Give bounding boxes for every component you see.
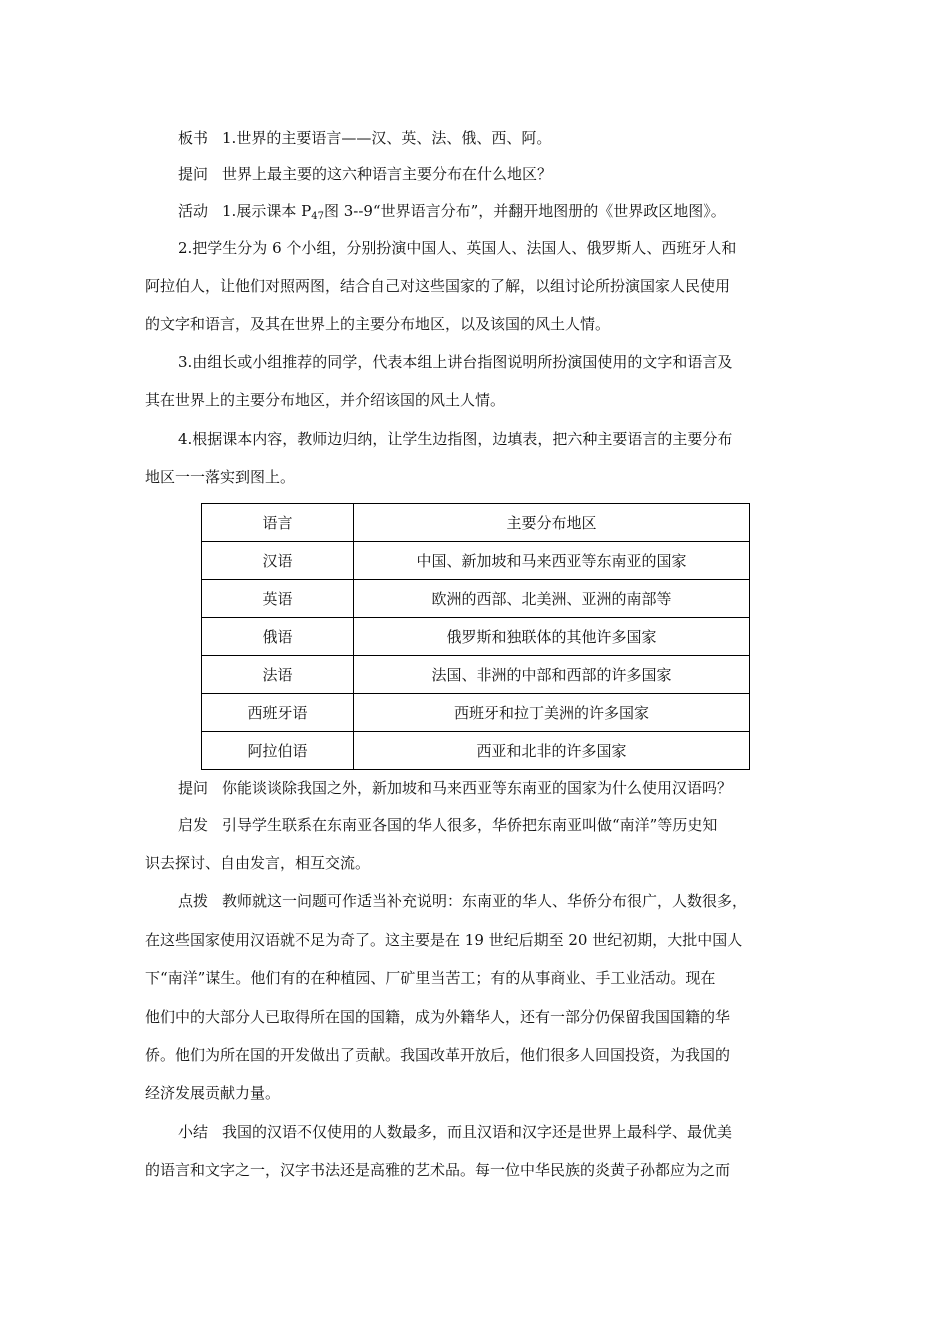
- table-row: [202, 580, 750, 618]
- paragraph-summary: [178, 1122, 732, 1142]
- table-cell-language: 法语: [202, 656, 354, 694]
- paragraph-board-writing: [178, 128, 551, 148]
- table-row: [202, 732, 750, 770]
- paragraph-line: 侨。他们为所在国的开发做出了贡献。我国改革开放后，他们很多人回国投资，为我国的: [145, 1046, 731, 1064]
- table-row: [202, 656, 750, 694]
- paragraph-text: 世界上最主要的这六种语言主要分布在什么地区？: [222, 165, 553, 183]
- paragraph-line: 识去探讨、自由发言，相互交流。: [145, 854, 371, 872]
- section-tag: 点拨: [178, 892, 209, 910]
- paragraph-line: 地区一一落实到图上。: [145, 468, 296, 486]
- table-row: [202, 694, 750, 732]
- page-subscript: 47: [311, 211, 324, 222]
- paragraph-line: 3.由组长或小组推荐的同学，代表本组上讲台指图说明所扮演国使用的文字和语言及: [178, 353, 733, 371]
- table-cell-region: 西班牙和拉丁美洲的许多国家: [354, 694, 750, 732]
- paragraph-line: 经济发展贡献力量。: [145, 1084, 281, 1102]
- paragraph-question: [178, 778, 732, 798]
- paragraph-text: 1.展示课本 P: [222, 202, 312, 220]
- paragraph-activity: [178, 201, 726, 227]
- table-cell-region: 俄罗斯和独联体的其他许多国家: [354, 618, 750, 656]
- section-tag: 启发: [178, 816, 209, 834]
- paragraph-text: 我国的汉语不仅使用的人数最多，而且汉语和汉字还是世界上最科学、最优美: [222, 1123, 733, 1141]
- table-header-cell: 主要分布地区: [354, 504, 750, 542]
- table-row: [202, 542, 750, 580]
- paragraph-inspiration: [178, 815, 717, 835]
- section-tag: 板书: [178, 129, 209, 147]
- paragraph-guidance: [178, 891, 747, 911]
- table-cell-region: 西亚和北非的许多国家: [354, 732, 750, 770]
- table-cell-language: 阿拉伯语: [202, 732, 354, 770]
- paragraph-line: 4.根据课本内容，教师边归纳，让学生边指图，边填表，把六种主要语言的主要分布: [178, 430, 733, 448]
- paragraph-line: 2.把学生分为 6 个小组，分别扮演中国人、英国人、法国人、俄罗斯人、西班牙人和: [178, 239, 737, 257]
- paragraph-line: 的语言和文字之一，汉字书法还是高雅的艺术品。每一位中华民族的炎黄子孙都应为之而: [145, 1161, 731, 1179]
- paragraph-question: [178, 164, 552, 184]
- table-cell-region: 法国、非洲的中部和西部的许多国家: [354, 656, 750, 694]
- paragraph-text: 图 3--9“世界语言分布”，并翻开地图册的《世界政区地图》。: [323, 202, 726, 220]
- table-cell-language: 汉语: [202, 542, 354, 580]
- paragraph-text: 引导学生联系在东南亚各国的华人很多，华侨把东南亚叫做“南洋”等历史知: [222, 816, 718, 834]
- table-cell-language: 西班牙语: [202, 694, 354, 732]
- table-cell-language: 俄语: [202, 618, 354, 656]
- section-tag: 提问: [178, 779, 209, 797]
- table-cell-language: 英语: [202, 580, 354, 618]
- paragraph-line: 的文字和语言，及其在世界上的主要分布地区，以及该国的风土人情。: [145, 315, 611, 333]
- paragraph-line: 阿拉伯人，让他们对照两图，结合自己对这些国家的了解，以组讨论所扮演国家人民使用: [145, 277, 731, 295]
- language-distribution-table: [201, 503, 750, 770]
- paragraph-line: 在这些国家使用汉语就不足为奇了。这主要是在 19 世纪后期至 20 世纪初期，大批中国人: [145, 931, 743, 949]
- paragraph-line: 其在世界上的主要分布地区，并介绍该国的风土人情。: [145, 391, 506, 409]
- table-row: [202, 618, 750, 656]
- table-cell-region: 中国、新加坡和马来西亚等东南亚的国家: [354, 542, 750, 580]
- paragraph-text: 1.世界的主要语言——汉、英、法、俄、西、阿。: [222, 129, 552, 147]
- table-header-cell: 语言: [202, 504, 354, 542]
- section-tag: 活动: [178, 202, 209, 220]
- paragraph-line: 他们中的大部分人已取得所在国的国籍，成为外籍华人，还有一部分仍保留我国国籍的华: [145, 1008, 731, 1026]
- section-tag: 提问: [178, 165, 209, 183]
- paragraph-line: 下“南洋”谋生。他们有的在种植园、厂矿里当苦工；有的从事商业、手工业活动。现在: [145, 969, 716, 987]
- table-header-row: [202, 504, 750, 542]
- paragraph-text: 你能谈谈除我国之外，新加坡和马来西亚等东南亚的国家为什么使用汉语吗？: [222, 779, 733, 797]
- section-tag: 小结: [178, 1123, 209, 1141]
- table-cell-region: 欧洲的西部、北美洲、亚洲的南部等: [354, 580, 750, 618]
- paragraph-text: 教师就这一问题可作适当补充说明：东南亚的华人、华侨分布很广，人数很多，: [222, 892, 748, 910]
